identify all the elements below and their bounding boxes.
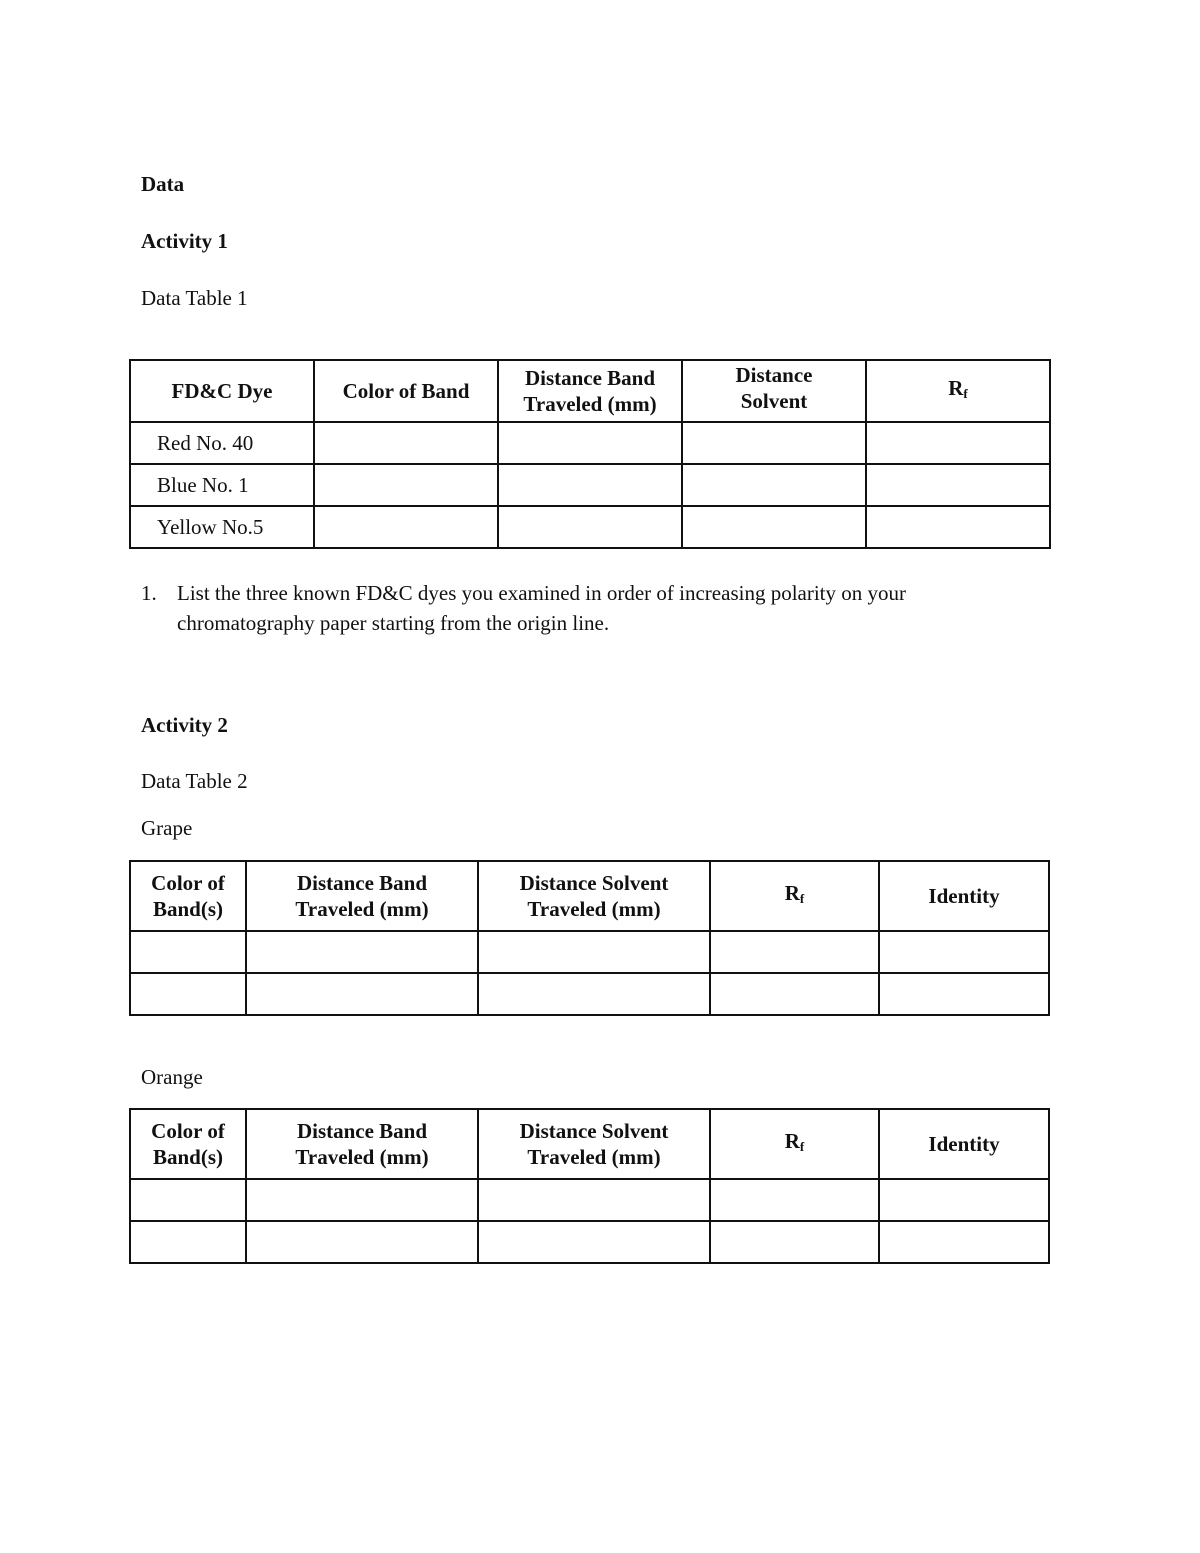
rf-cell[interactable] [866,506,1050,548]
header-distance-band-traveled: Distance Band Traveled (mm) [246,861,478,931]
table-row [130,1221,1049,1263]
header-rf: $R_f$ [866,360,1050,422]
rf-cell[interactable] [710,1221,879,1263]
table-row [130,931,1049,973]
color-of-band-cell[interactable] [130,931,246,973]
question-1 [141,578,1021,638]
dye-name-cell: Yellow No.5 [130,506,314,548]
table-row [130,422,1050,464]
distance-band-cell[interactable] [246,1179,478,1221]
distance-band-cell[interactable] [246,1221,478,1263]
activity-2-heading: Activity 2 [141,713,228,737]
orange-label: Orange [141,1065,203,1089]
distance-solvent-cell[interactable] [478,931,710,973]
distance-solvent-cell[interactable] [478,1179,710,1221]
distance-solvent-cell[interactable] [682,422,866,464]
dye-name-cell: Blue No. 1 [130,464,314,506]
data-table-1-caption: Data Table 1 [141,286,248,310]
data-heading: Data [141,172,185,196]
distance-band-cell[interactable] [246,931,478,973]
data-table-2-caption: Data Table 2 [141,769,248,793]
color-of-band-cell[interactable] [314,506,498,548]
distance-solvent-cell[interactable] [478,973,710,1015]
distance-band-cell[interactable] [498,506,682,548]
identity-cell[interactable] [879,973,1049,1015]
table-row [130,1179,1049,1221]
identity-cell[interactable] [879,931,1049,973]
identity-cell[interactable] [879,1221,1049,1263]
color-of-band-cell[interactable] [314,464,498,506]
distance-solvent-cell[interactable] [682,506,866,548]
header-color-of-bands: Color of Band(s) [130,1109,246,1179]
question-text: List the three known FD&C dyes you examined in order of increasing polarity on your chromatography paper starting from the origin line. [177,581,907,635]
table-row [130,973,1049,1015]
data-table-1 [129,359,1051,549]
color-of-band-cell[interactable] [130,973,246,1015]
header-distance-solvent: Distance Solvent [682,360,866,422]
header-distance-solvent-traveled: Distance Solvent Traveled (mm) [478,861,710,931]
distance-solvent-cell[interactable] [682,464,866,506]
header-distance-band-traveled: Distance Band Traveled (mm) [246,1109,478,1179]
header-rf: $R_f$ [710,861,879,931]
header-color-of-band: Color of Band [314,360,498,422]
header-identity: Identity [879,861,1049,931]
header-distance-band-traveled: Distance Band Traveled (mm) [498,360,682,422]
rf-cell[interactable] [710,973,879,1015]
dye-name-cell: Red No. 40 [130,422,314,464]
color-of-band-cell[interactable] [130,1179,246,1221]
distance-band-cell[interactable] [498,422,682,464]
header-color-of-bands: Color of Band(s) [130,861,246,931]
distance-band-cell[interactable] [498,464,682,506]
rf-cell[interactable] [866,422,1050,464]
header-fdc-dye: FD&C Dye [130,360,314,422]
orange-table [129,1108,1050,1264]
rf-cell[interactable] [866,464,1050,506]
rf-cell[interactable] [710,1179,879,1221]
header-distance-solvent-traveled: Distance Solvent Traveled (mm) [478,1109,710,1179]
table-row [130,464,1050,506]
grape-label: Grape [141,816,193,840]
distance-solvent-cell[interactable] [478,1221,710,1263]
activity-1-heading: Activity 1 [141,229,228,253]
color-of-band-cell[interactable] [130,1221,246,1263]
question-number: 1. [141,581,157,605]
table-row [130,506,1050,548]
color-of-band-cell[interactable] [314,422,498,464]
header-identity: Identity [879,1109,1049,1179]
rf-cell[interactable] [710,931,879,973]
grape-table [129,860,1050,1016]
distance-band-cell[interactable] [246,973,478,1015]
header-rf: $R_f$ [710,1109,879,1179]
identity-cell[interactable] [879,1179,1049,1221]
